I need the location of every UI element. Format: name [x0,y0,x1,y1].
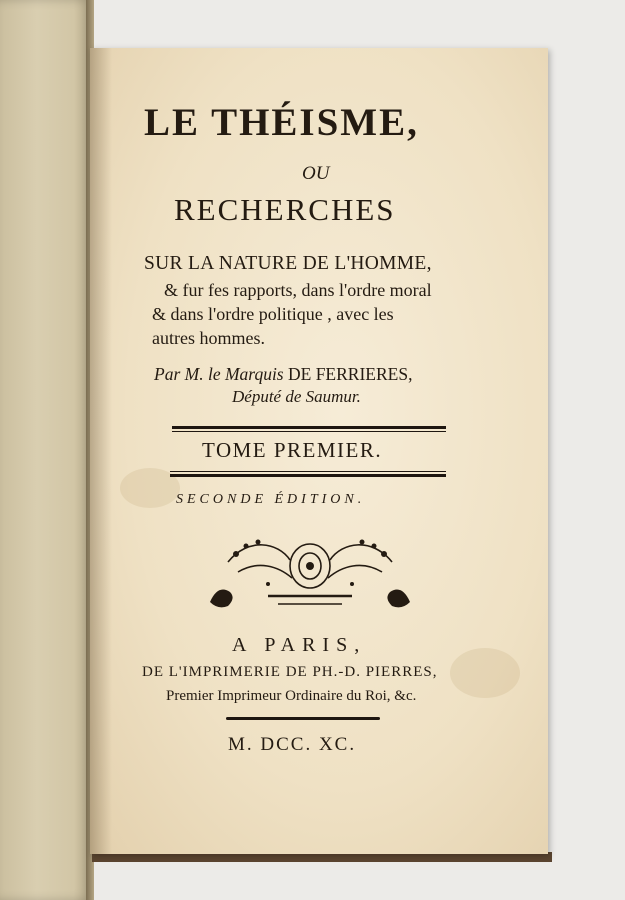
description-line-4: autres hommes. [152,328,265,348]
publication-date: M. DCC. XC. [228,734,357,755]
edition-label: SECONDE ÉDITION. [176,492,366,507]
volume-label: TOME PREMIER. [202,438,383,462]
author-name: DE FERRIERES, [288,364,413,384]
imprint-rule [226,717,380,720]
description-line-3: & dans l'ordre politique , avec les [152,304,394,324]
foxing-stain [450,648,520,698]
ornament-vignette-icon [208,532,412,618]
description-line-2: & fur fes rapports, dans l'ordre moral [164,280,432,300]
imprint-place: A PARIS, [232,634,367,656]
thin-rule [172,431,446,432]
thick-rule [170,474,446,477]
imprint-printer: DE L'IMPRIMERIE DE PH.-D. PIERRES, [142,664,438,680]
author-role: Député de Saumur. [232,387,361,406]
thin-rule [170,471,446,472]
title-conjunction: OU [302,163,330,184]
author-prefix: Par M. le Marquis [154,364,284,384]
thick-rule [172,426,446,429]
imprint-printer-title: Premier Imprimeur Ordinaire du Roi, &c. [166,688,417,704]
left-page-edge [0,0,92,900]
author-line [154,364,412,385]
title-page [90,48,548,854]
book-subtitle: RECHERCHES [174,192,396,227]
spine-shadow [90,48,112,854]
description-line-1: SUR LA NATURE DE L'HOMME, [144,253,432,274]
book-title: LE THÉISME, [144,101,419,144]
